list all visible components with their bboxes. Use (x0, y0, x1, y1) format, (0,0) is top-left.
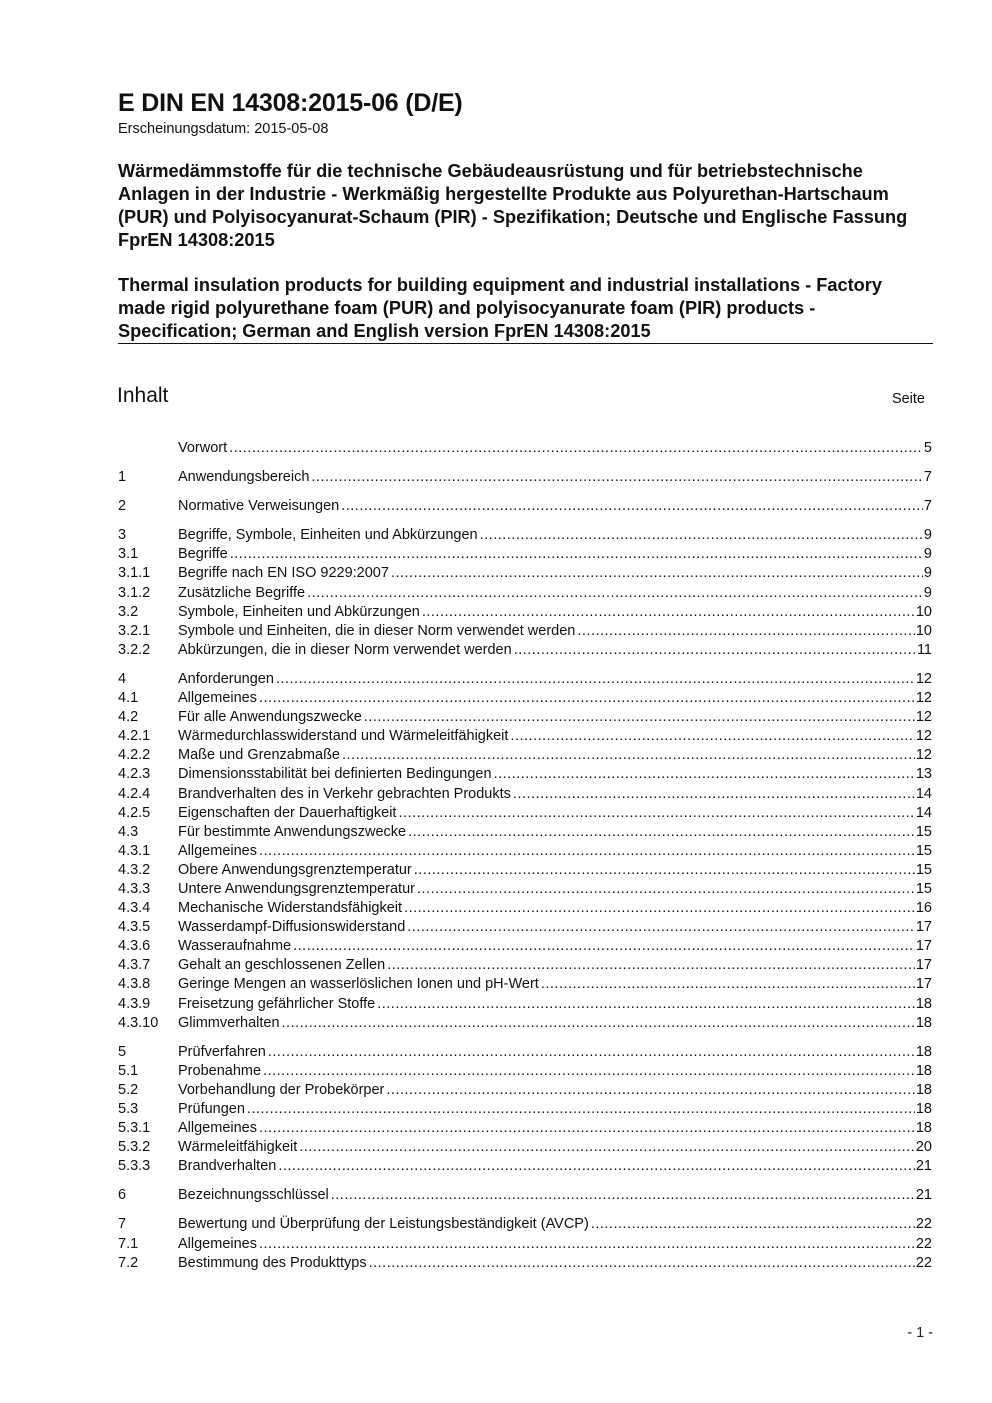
toc-entry[interactable] (118, 468, 932, 487)
toc-entry-title: Dimensionsstabilität bei definierten Bedingungen (178, 766, 492, 783)
toc-entry-title: Für alle Anwendungszwecke (178, 709, 362, 726)
toc-entry-number: 7.2 (118, 1254, 139, 1271)
toc-entry-page: 15 (915, 880, 932, 897)
toc-leader-dots (282, 1014, 915, 1033)
toc-entry-page: 18 (915, 1043, 932, 1060)
toc-entry[interactable] (118, 975, 932, 994)
toc-entry[interactable] (118, 603, 932, 622)
toc-entry-page: 21 (915, 1187, 932, 1204)
toc-entry-title: Brandverhalten des in Verkehr gebrachten Produkts (178, 785, 511, 802)
toc-leader-dots (307, 584, 923, 603)
toc-leader-dots (494, 765, 915, 784)
toc-entry-number: 5.3.2 (118, 1139, 151, 1156)
toc-entry-title: Allgemeines (178, 842, 257, 859)
toc-entry-title: Bewertung und Überprüfung der Leistungsbeständigkeit (AVCP) (178, 1216, 589, 1233)
toc-entry[interactable] (118, 1254, 932, 1273)
toc-entry-page: 14 (915, 785, 932, 802)
toc-entry-number: 4.3.1 (118, 842, 151, 859)
toc-entry-title: Vorbehandlung der Probekörper (178, 1081, 385, 1098)
toc-entry-title: Maße und Grenzabmaße (178, 747, 340, 764)
toc-entry[interactable] (118, 842, 932, 861)
toc-leader-dots (342, 746, 915, 765)
toc-entry-number: 3.2 (118, 603, 139, 620)
toc-entry-number: 4.1 (118, 690, 139, 707)
toc-entry[interactable] (118, 584, 932, 603)
toc-entry-page: 22 (915, 1235, 932, 1252)
toc-entry[interactable] (118, 918, 932, 937)
toc-entry-title: Begriffe (178, 546, 228, 563)
toc-leader-dots (408, 823, 915, 842)
toc-entry[interactable] (118, 823, 932, 842)
toc-entry-title: Bestimmung des Produkttyps (178, 1254, 367, 1271)
toc-entry[interactable] (118, 1186, 932, 1205)
toc-entry[interactable] (118, 1138, 932, 1157)
toc-entry-page: 18 (915, 1120, 932, 1137)
toc-entry[interactable] (118, 1235, 932, 1254)
toc-leader-dots (577, 622, 915, 641)
toc-entry[interactable] (118, 526, 932, 545)
toc-entry[interactable] (118, 641, 932, 660)
toc-entry-title: Symbole, Einheiten und Abkürzungen (178, 603, 420, 620)
toc-entry-number: 5.1 (118, 1062, 139, 1079)
toc-leader-dots (386, 1081, 914, 1100)
toc-entry[interactable] (118, 1215, 932, 1234)
toc-entry-title: Bezeichnungsschlüssel (178, 1187, 329, 1204)
toc-entry-title: Eigenschaften der Dauerhaftigkeit (178, 804, 397, 821)
toc-entry[interactable] (118, 804, 932, 823)
toc-entry-number: 5 (118, 1043, 127, 1060)
toc-entry-number: 4.3.4 (118, 900, 151, 917)
toc-leader-dots (417, 880, 915, 899)
toc-entry-number: 7 (118, 1216, 127, 1233)
toc-entry-page: 18 (915, 1101, 932, 1117)
toc-entry-number: 5.3 (118, 1101, 139, 1117)
toc-leader-dots (369, 1254, 915, 1273)
toc-entry-title: Wasseraufnahme (178, 938, 292, 955)
toc-entry-number: 4.2.2 (118, 747, 151, 764)
toc-entry-page: 22 (915, 1216, 932, 1233)
toc-entry-page: 9 (923, 565, 932, 582)
toc-entry-number: 4.3.2 (118, 861, 151, 878)
toc-entry-number: 5.3.3 (118, 1158, 151, 1175)
toc-entry[interactable] (118, 937, 932, 956)
toc-entry[interactable] (118, 1119, 932, 1138)
toc-entry-number: 4.2.3 (118, 766, 151, 783)
toc-entry-title: Brandverhalten (178, 1158, 277, 1175)
toc-entry-page: 9 (923, 527, 932, 544)
toc-entry-page: 9 (923, 546, 932, 563)
toc-entry-title: Glimmverhalten (178, 1014, 280, 1031)
toc-leader-dots (278, 1157, 915, 1176)
toc-entry-page: 20 (915, 1139, 932, 1156)
toc-leader-dots (311, 468, 923, 487)
toc-leader-dots (407, 918, 915, 937)
toc-entry-page: 21 (915, 1158, 932, 1175)
toc-entry-page: 7 (923, 469, 932, 486)
toc-entry-number: 4.2.4 (118, 785, 151, 802)
toc-entry-title: Mechanische Widerstandsfähigkeit (178, 900, 403, 917)
toc-leader-dots (391, 564, 923, 583)
toc-entry-title: Allgemeines (178, 1120, 257, 1137)
toc-leader-dots (404, 899, 915, 918)
toc-entry[interactable] (118, 727, 932, 746)
toc-leader-dots (268, 1043, 915, 1062)
toc-entry-page: 11 (916, 641, 932, 658)
toc-entry-page: 18 (915, 1062, 932, 1079)
toc-entry-title: Prüfverfahren (178, 1043, 266, 1060)
toc-entry-page: 15 (915, 842, 932, 859)
toc-entry[interactable] (118, 622, 932, 641)
toc-entry-number: 4.3.9 (118, 995, 151, 1012)
toc-entry-page: 17 (915, 957, 932, 974)
toc-entry-number: 3.1.1 (118, 565, 151, 582)
toc-entry[interactable] (118, 439, 932, 458)
document-id: E DIN EN 14308:2015-06 (D/E) (118, 89, 463, 117)
toc-entry-number: 4.2 (118, 709, 139, 726)
toc-leader-dots (259, 842, 915, 861)
toc-entry-number: 3.1.2 (118, 584, 151, 601)
toc-entry-page: 12 (915, 747, 932, 764)
table-of-contents (118, 439, 932, 1273)
toc-entry-title: Begriffe nach EN ISO 9229:2007 (178, 565, 389, 582)
toc-leader-dots (513, 785, 915, 804)
toc-entry[interactable] (118, 545, 932, 564)
toc-entry-title: Wärmeleitfähigkeit (178, 1139, 298, 1156)
title-german: Wärmedämmstoffe für die technische Gebäudeausrüstung und für betriebstechnische Anlagen in der Industrie - Werkmäßig hergestellte Produkte aus Polyurethan-Hartschaum (PUR) und Polyisocyanurat-Schaum (PIR) - Spezifikation; Deutsche und Englische Fassung FprEN 14308:2015 (118, 161, 908, 250)
toc-entry-title: Geringe Mengen an wasserlöslichen Ionen und pH-Wert (178, 976, 539, 993)
toc-entry-title: Vorwort (178, 440, 228, 456)
toc-leader-dots (229, 439, 923, 458)
toc-entry[interactable] (118, 1014, 932, 1033)
toc-entry-page: 14 (915, 804, 932, 821)
toc-entry[interactable] (118, 1043, 932, 1062)
toc-entry-title: Allgemeines (178, 690, 257, 707)
toc-entry-page: 15 (915, 823, 932, 840)
toc-leader-dots (331, 1186, 915, 1205)
toc-leader-dots (299, 1138, 915, 1157)
toc-leader-dots (514, 641, 916, 660)
toc-entry-title: Normative Verweisungen (178, 498, 340, 515)
toc-entry-number: 4.3.10 (118, 1014, 159, 1031)
toc-entry-title: Gehalt an geschlossenen Zellen (178, 957, 386, 974)
toc-entry-page: 15 (915, 861, 932, 878)
toc-entry-page: 12 (915, 690, 932, 707)
toc-entry-title: Probenahme (178, 1062, 262, 1079)
toc-entry-title: Abkürzungen, die in dieser Norm verwendet werden (178, 641, 512, 658)
toc-heading: Inhalt (117, 384, 169, 407)
toc-entry-number: 5.2 (118, 1081, 139, 1098)
toc-entry-title: Prüfungen (178, 1101, 245, 1117)
toc-entry[interactable] (118, 1062, 932, 1081)
toc-entry-number: 4.3.7 (118, 957, 151, 974)
toc-entry-page: 12 (915, 709, 932, 726)
toc-leader-dots (510, 727, 914, 746)
toc-entry-page: 7 (923, 498, 932, 515)
toc-entry[interactable] (118, 956, 932, 975)
toc-entry-page: 10 (915, 622, 932, 639)
toc-entry-number: 4.3.8 (118, 976, 151, 993)
toc-entry-page: 17 (915, 976, 932, 993)
toc-entry-number: 5.3.1 (118, 1120, 151, 1137)
toc-leader-dots (259, 1235, 915, 1254)
publication-date: Erscheinungsdatum: 2015-05-08 (118, 121, 329, 137)
toc-entry-number: 4.3.5 (118, 919, 151, 936)
toc-entry-title: Obere Anwendungsgrenztemperatur (178, 861, 412, 878)
toc-leader-dots (377, 995, 915, 1014)
toc-leader-dots (230, 545, 923, 564)
toc-leader-dots (364, 708, 915, 727)
toc-entry-number: 4 (118, 670, 127, 687)
toc-leader-dots (480, 526, 923, 545)
toc-leader-dots (541, 975, 915, 994)
toc-leader-dots (414, 861, 915, 880)
toc-leader-dots (259, 1119, 915, 1138)
toc-entry[interactable] (118, 899, 932, 918)
toc-entry-number: 1 (118, 469, 127, 486)
toc-entry[interactable] (118, 1081, 932, 1100)
toc-entry-title: Für bestimmte Anwendungszwecke (178, 823, 407, 840)
toc-entry-page: 16 (915, 900, 932, 917)
toc-leader-dots (263, 1062, 915, 1081)
toc-entry-title: Begriffe, Symbole, Einheiten und Abkürzungen (178, 527, 478, 544)
toc-entry-title: Untere Anwendungsgrenztemperatur (178, 880, 415, 897)
toc-entry[interactable] (118, 1100, 932, 1119)
toc-leader-dots (259, 689, 915, 708)
toc-entry-number: 3.1 (118, 546, 139, 563)
toc-entry[interactable] (118, 746, 932, 765)
toc-entry-page: 18 (915, 995, 932, 1012)
toc-entry[interactable] (118, 785, 932, 804)
toc-entry-page: 17 (915, 919, 932, 936)
toc-entry-number: 4.2.5 (118, 804, 151, 821)
toc-entry-page: 10 (915, 603, 932, 620)
toc-entry-number: 4.2.1 (118, 728, 151, 745)
toc-entry-page: 13 (915, 766, 932, 783)
toc-entry-number: 2 (118, 498, 127, 515)
toc-leader-dots (276, 670, 915, 689)
toc-entry-title: Anwendungsbereich (178, 469, 310, 486)
toc-entry[interactable] (118, 670, 932, 689)
toc-entry-page: 18 (915, 1014, 932, 1031)
toc-entry[interactable] (118, 995, 932, 1014)
toc-page-label: Seite (891, 391, 925, 407)
toc-entry[interactable] (118, 689, 932, 708)
toc-entry[interactable] (118, 497, 932, 516)
toc-entry-number: 3 (118, 527, 127, 544)
toc-entry-number: 7.1 (118, 1235, 139, 1252)
toc-entry[interactable] (118, 880, 932, 899)
toc-entry-page: 22 (915, 1254, 932, 1271)
toc-leader-dots (341, 497, 923, 516)
toc-entry[interactable] (118, 861, 932, 880)
toc-leader-dots (398, 804, 914, 823)
toc-entry-page: 9 (923, 584, 932, 601)
toc-entry-page: 17 (915, 938, 932, 955)
page-number: - 1 - (907, 1325, 933, 1341)
toc-entry[interactable] (118, 708, 932, 727)
toc-leader-dots (422, 603, 915, 622)
toc-entry-number: 4.3.6 (118, 938, 151, 955)
toc-entry-title: Symbole und Einheiten, die in dieser Norm verwendet werden (178, 622, 576, 639)
toc-leader-dots (591, 1215, 915, 1234)
toc-entry-number: 3.2.1 (118, 622, 151, 639)
toc-entry-number: 4.3.3 (118, 880, 151, 897)
toc-entry-title: Freisetzung gefährlicher Stoffe (178, 995, 376, 1012)
toc-entry-title: Wasserdampf-Diffusionswiderstand (178, 919, 406, 936)
toc-entry-page: 12 (915, 728, 932, 745)
toc-leader-dots (247, 1100, 915, 1119)
toc-entry-title: Zusätzliche Begriffe (178, 584, 306, 601)
toc-entry-number: 4.3 (118, 823, 139, 840)
toc-entry-page: 18 (915, 1081, 932, 1098)
toc-entry-title: Allgemeines (178, 1235, 257, 1252)
toc-entry[interactable] (118, 564, 932, 583)
toc-entry-title: Anforderungen (178, 670, 274, 687)
title-divider (118, 343, 933, 344)
toc-leader-dots (387, 956, 915, 975)
title-english: Thermal insulation products for building equipment and industrial installations - Factory made rigid polyurethane foam (PUR) and polyisocyanurate foam (PIR) products - Specification; German and English version FprEN 14308:2015 (118, 275, 882, 341)
toc-entry[interactable] (118, 1157, 932, 1176)
toc-entry-number: 6 (118, 1187, 127, 1204)
toc-entry-number: 3.2.2 (118, 641, 151, 658)
toc-entry-title: Wärmedurchlasswiderstand und Wärmeleitfähigkeit (178, 728, 509, 745)
toc-entry-page: 5 (923, 440, 932, 456)
toc-entry-page: 12 (915, 670, 932, 687)
toc-leader-dots (293, 937, 915, 956)
toc-entry[interactable] (118, 765, 932, 784)
